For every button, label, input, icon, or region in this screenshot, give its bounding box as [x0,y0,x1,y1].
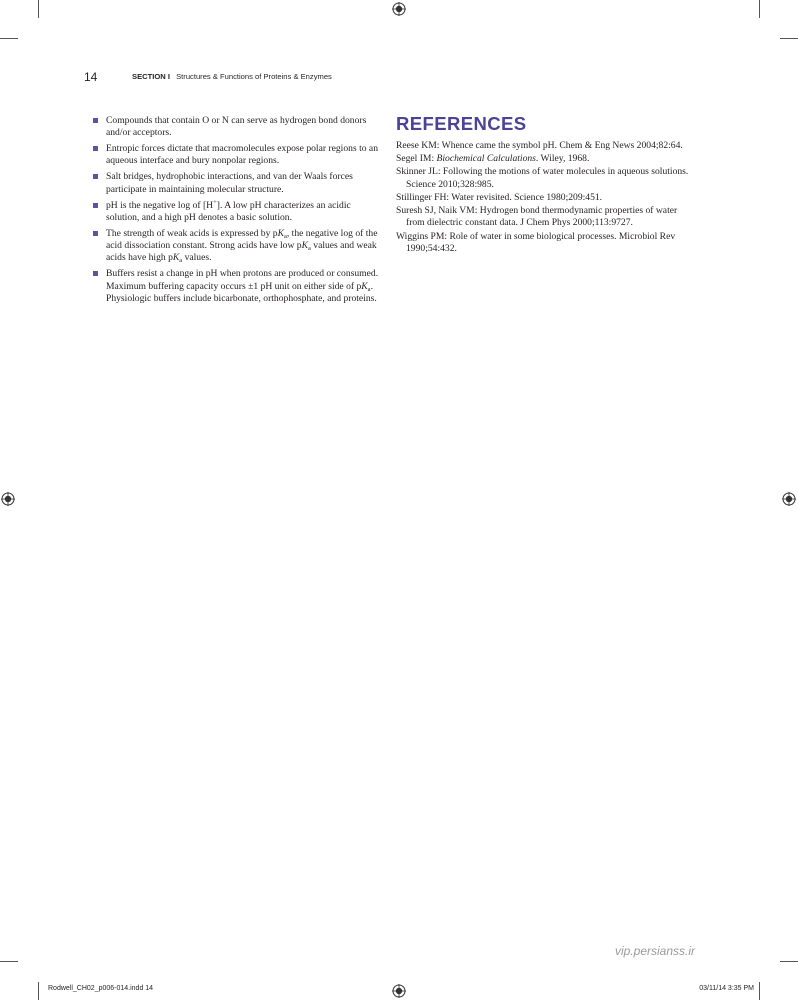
references-list [396,140,696,255]
square-bullet-icon [93,203,98,208]
crop-mark-bottom-left-vertical [38,982,39,1000]
summary-item-salt-bridges: Salt bridges, hydrophobic interactions, and van der Waals forces participate in maintaining molecular structure. [93,171,383,196]
running-header [132,72,332,81]
page-number: 14 [84,70,98,84]
square-bullet-icon [93,118,98,123]
square-bullet-icon [93,271,98,276]
watermark-text: vip.persianss.ir [614,944,695,958]
summary-item-entropic-forces: Entropic forces dictate that macromolecules expose polar regions to an aqueous interface and bury nonpolar regions. [93,143,383,168]
reference-item: Wiggins PM: Role of water in some biological processes. Microbiol Rev 1990;54:432. [396,230,676,254]
summary-item-buffers: Buffers resist a change in pH when protons are produced or consumed. Maximum buffering capacity occurs ±1 pH unit on either side of $pK_a$. Physiologic buffers include bicarbonate, orthophosphate, and proteins. [93,268,383,305]
registration-mark-left [1,492,15,506]
reference-item: Skinner JL: Following the motions of water molecules in aqueous solutions. Science 2010;328:985. [396,166,689,190]
summary-list [93,115,383,305]
crop-mark-top-left-horizontal [0,38,18,39]
crop-mark-top-left-vertical [38,0,39,18]
reference-item: Reese KM: Whence came the symbol pH. Chem & Eng News 2004;82:64. [396,140,683,151]
section-title: Structures & Functions of Proteins & Enzymes [176,72,332,81]
date-slug: 03/11/14 3:35 PM [699,985,754,992]
crop-mark-top-right-horizontal [780,38,798,39]
crop-mark-bottom-right-horizontal [780,961,798,962]
reference-item: Stillinger FH: Water revisited. Science 1980;209:451. [396,191,603,203]
summary-item-hydrogen-bonds: Compounds that contain O or N can serve as hydrogen bond donors and/or acceptors. [93,115,383,140]
square-bullet-icon [93,146,98,151]
square-bullet-icon [93,174,98,179]
section-label: SECTION I [132,72,170,81]
registration-mark-top [392,2,406,16]
crop-mark-top-right-vertical [759,0,760,18]
crop-mark-bottom-left-horizontal [0,961,18,962]
registration-mark-bottom [392,984,406,998]
summary-item-ph: pH is the negative log of [H+]. A low pH characterizes an acidic solution, and a high pH denotes a basic solution. [93,200,383,225]
file-slug: Rodwell_CH02_p006-014.indd 14 [48,985,154,992]
summary-column [93,115,383,309]
references-heading: REFERENCES [396,113,527,134]
crop-mark-bottom-right-vertical [759,982,760,1000]
reference-item: Segel IM: Biochemical Calculations. Wiley, 1968. [396,153,590,165]
square-bullet-icon [93,231,98,236]
references-column [396,114,696,256]
reference-item: Suresh SJ, Naik VM: Hydrogen bond thermodynamic properties of water from dielectric constant data. J Chem Phys 2000;113:9727. [396,205,678,229]
summary-item-weak-acids: The strength of weak acids is expressed by $pK_a$, the negative log of the acid dissociation constant. Strong acids have low $pK_a$ values and weak acids have high $pK_a$ values. [93,228,383,265]
registration-mark-right [782,492,796,506]
